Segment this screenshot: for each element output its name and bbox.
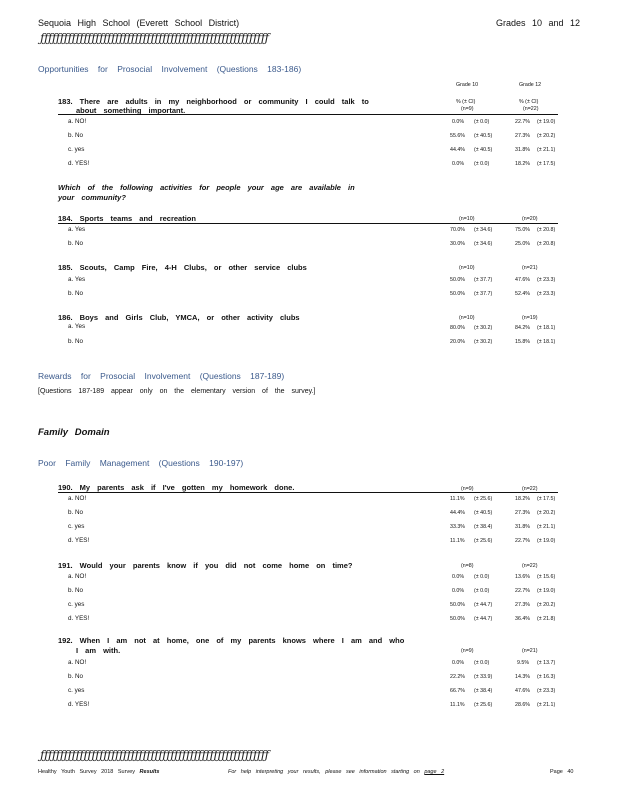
q185-b-pct-g12: 52.4% (515, 291, 531, 297)
q186-option-a: a. Yes (68, 323, 86, 330)
q191-a-ci-g10: (± 0.0) (474, 574, 490, 580)
pct-ci-header-g10: % (± CI) (456, 99, 476, 105)
q190-b-ci-g12: (± 20.2) (537, 510, 556, 516)
q190-n-g12: (n=22) (522, 486, 538, 492)
header-separator: ƒƒƒƒƒƒƒƒƒƒƒƒƒƒƒƒƒƒƒƒƒƒƒƒƒƒƒƒƒƒƒƒƒƒƒƒƒƒƒƒƒƒƒƒƒƒƒƒƒƒƒƒƒƒƒƒƒƒ (40, 31, 269, 45)
q184-b-ci-g10: (± 34.6) (474, 241, 493, 247)
q191-d-pct-g10: 50.0% (450, 616, 466, 622)
q183-d-pct-g12: 18.2% (515, 161, 531, 167)
q192-d-ci-g10: (± 25.6) (474, 702, 493, 708)
q190-d-ci-g10: (± 25.6) (474, 538, 493, 544)
q191-d-pct-g12: 36.4% (515, 616, 531, 622)
q192-a-pct-g12: 9.5% (517, 660, 530, 666)
question-190-text: 190. My parents ask if I've gotten my homework done. (58, 483, 295, 492)
q183-a-ci-g10: (± 0.0) (474, 119, 490, 125)
q184-n-g10: (n=10) (459, 216, 475, 222)
q190-c-ci-g10: (± 38.4) (474, 524, 493, 530)
section-rewards-title: Rewards for Prosocial Involvement (Questions 187-189) (38, 371, 285, 381)
q183-rule (58, 114, 558, 115)
q183-option-a: a. NO! (68, 118, 87, 125)
q190-a-ci-g10: (± 25.6) (474, 496, 493, 502)
q184-b-pct-g12: 25.0% (515, 241, 531, 247)
q192-d-ci-g12: (± 21.1) (537, 702, 556, 708)
q183-option-b: b. No (68, 132, 84, 139)
q184-option-a: a. Yes (68, 226, 86, 233)
q191-b-ci-g12: (± 19.0) (537, 588, 556, 594)
q186-a-ci-g12: (± 18.1) (537, 325, 556, 331)
q183-c-pct-g10: 44.4% (450, 147, 466, 153)
q185-n-g12: (n=21) (522, 265, 538, 271)
q191-option-d: d. YES! (68, 615, 90, 622)
q184-a-pct-g10: 70.0% (450, 227, 466, 233)
q190-c-ci-g12: (± 21.1) (537, 524, 556, 530)
q192-b-pct-g12: 14.3% (515, 674, 531, 680)
q192-n-g12: (n=21) (522, 648, 538, 654)
q183-n-g12: (n=22) (523, 106, 539, 112)
grade10-header: Grade 10 (456, 82, 479, 88)
question-186-text: 186. Boys and Girls Club, YMCA, or other activity clubs (58, 313, 300, 322)
q192-c-ci-g10: (± 38.4) (474, 688, 493, 694)
q190-a-pct-g10: 11.1% (450, 496, 465, 502)
q190-c-pct-g10: 33.3% (450, 524, 466, 530)
question-184-text: 184. Sports teams and recreation (58, 214, 196, 223)
q190-option-b: b. No (68, 509, 84, 516)
q191-option-b: b. No (68, 587, 84, 594)
school-name: Sequoia High School (Everett School District) (38, 18, 240, 28)
q183-b-ci-g12: (± 20.2) (537, 133, 556, 139)
q190-c-pct-g12: 31.8% (515, 524, 531, 530)
q190-a-ci-g12: (± 17.5) (537, 496, 556, 502)
q191-c-pct-g10: 50.0% (450, 602, 466, 608)
q186-b-pct-g10: 20.0% (450, 339, 466, 345)
q190-d-pct-g12: 22.7% (515, 538, 531, 544)
q186-n-g12: (n=19) (522, 315, 538, 321)
q184-option-b: b. No (68, 240, 84, 247)
footer-survey-name (38, 769, 159, 775)
q190-b-ci-g10: (± 40.5) (474, 510, 493, 516)
footer-survey-label: Healthy Youth Survey 2018 Survey (38, 769, 136, 775)
pct-ci-header-g12: % (± CI) (519, 99, 539, 105)
q192-option-a: a. NO! (68, 659, 87, 666)
q190-b-pct-g10: 44.4% (450, 510, 466, 516)
q185-a-ci-g12: (± 23.3) (537, 277, 556, 283)
q191-b-ci-g10: (± 0.0) (474, 588, 490, 594)
q191-b-pct-g12: 22.7% (515, 588, 531, 594)
family-domain-heading: Family Domain (38, 427, 110, 438)
q184-n-g12: (n=20) (522, 216, 538, 222)
q190-option-c: c. yes (68, 523, 85, 530)
q192-d-pct-g10: 11.1% (450, 702, 465, 708)
footer-page-link[interactable]: page 2 (424, 769, 445, 775)
question-183-text-cont: about something important. (76, 106, 186, 115)
q183-a-pct-g12: 22.7% (515, 119, 531, 125)
q192-option-c: c. yes (68, 687, 85, 694)
q190-b-pct-g12: 27.3% (515, 510, 531, 516)
question-185-text: 185. Scouts, Camp Fire, 4-H Clubs, or other service clubs (58, 263, 307, 272)
q185-b-ci-g12: (± 23.3) (537, 291, 556, 297)
grade12-header: Grade 12 (519, 82, 542, 88)
section-poor-family-title: Poor Family Management (Questions 190-197) (38, 458, 244, 468)
activities-question: Which of the following activities for people your age are available in (58, 183, 355, 192)
q191-option-c: c. yes (68, 601, 85, 608)
q185-a-pct-g12: 47.6% (515, 277, 531, 283)
q190-d-pct-g10: 11.1% (450, 538, 465, 544)
q183-c-ci-g12: (± 21.1) (537, 147, 556, 153)
footer-help-prefix: For help interpreting your results, please see information starting on (228, 769, 420, 775)
q191-n-g12: (n=22) (522, 563, 538, 569)
q192-a-ci-g10: (± 0.0) (474, 660, 490, 666)
q190-d-ci-g12: (± 19.0) (537, 538, 556, 544)
q183-a-pct-g10: 0.0% (452, 119, 465, 125)
q190-rule (58, 492, 558, 493)
q184-rule (58, 223, 558, 224)
q186-option-b: b. No (68, 338, 84, 345)
q190-option-a: a. NO! (68, 495, 87, 502)
q185-b-pct-g10: 50.0% (450, 291, 466, 297)
q183-d-ci-g10: (± 0.0) (474, 161, 490, 167)
q191-option-a: a. NO! (68, 573, 87, 580)
q186-n-g10: (n=10) (459, 315, 475, 321)
activities-question-cont: your community? (58, 193, 126, 202)
q191-c-ci-g12: (± 20.2) (537, 602, 556, 608)
q186-a-pct-g10: 80.0% (450, 325, 466, 331)
q191-a-ci-g12: (± 15.6) (537, 574, 556, 580)
section-opportunities-title: Opportunities for Prosocial Involvement (Questions 183-186) (38, 64, 302, 74)
q185-option-b: b. No (68, 290, 84, 297)
q192-b-ci-g12: (± 16.3) (537, 674, 556, 680)
q192-c-pct-g12: 47.6% (515, 688, 531, 694)
question-183-text: 183. There are adults in my neighborhood or community I could talk to (58, 97, 369, 106)
q184-b-pct-g10: 30.0% (450, 241, 466, 247)
q184-a-ci-g10: (± 34.6) (474, 227, 493, 233)
q191-n-g10: (n=8) (461, 563, 474, 569)
q183-option-c: c. yes (68, 146, 85, 153)
question-191-text: 191. Would your parents know if you did not come home on time? (58, 561, 353, 570)
q191-a-pct-g10: 0.0% (452, 574, 465, 580)
q184-a-pct-g12: 75.0% (515, 227, 531, 233)
q192-a-ci-g12: (± 13.7) (537, 660, 556, 666)
question-192-text: 192. When I am not at home, one of my parents knows where I am and who (58, 636, 405, 645)
q191-b-pct-g10: 0.0% (452, 588, 465, 594)
q186-b-ci-g12: (± 18.1) (537, 339, 556, 345)
q186-a-pct-g12: 84.2% (515, 325, 531, 331)
q183-c-pct-g12: 31.8% (515, 147, 531, 153)
q192-c-pct-g10: 66.7% (450, 688, 466, 694)
q185-a-ci-g10: (± 37.7) (474, 277, 493, 283)
q192-b-ci-g10: (± 33.9) (474, 674, 493, 680)
footer-separator: ƒƒƒƒƒƒƒƒƒƒƒƒƒƒƒƒƒƒƒƒƒƒƒƒƒƒƒƒƒƒƒƒƒƒƒƒƒƒƒƒƒƒƒƒƒƒƒƒƒƒƒƒƒƒƒƒƒƒ (40, 748, 269, 762)
q183-a-ci-g12: (± 19.0) (537, 119, 556, 125)
q192-n-g10: (n=9) (461, 648, 474, 654)
grades-label: Grades 10 and 12 (496, 18, 581, 28)
q186-b-pct-g12: 15.8% (515, 339, 531, 345)
q184-a-ci-g12: (± 20.8) (537, 227, 556, 233)
footer-page-number: Page 40 (550, 769, 574, 775)
q186-b-ci-g10: (± 30.2) (474, 339, 493, 345)
q192-b-pct-g10: 22.2% (450, 674, 466, 680)
q190-n-g10: (n=9) (461, 486, 474, 492)
footer-help-text (228, 769, 444, 775)
q192-a-pct-g10: 0.0% (452, 660, 465, 666)
q183-option-d: d. YES! (68, 160, 90, 167)
q183-b-pct-g12: 27.3% (515, 133, 531, 139)
q192-c-ci-g12: (± 23.3) (537, 688, 556, 694)
q185-b-ci-g10: (± 37.7) (474, 291, 493, 297)
footer-results-label: Results (139, 769, 160, 775)
q191-d-ci-g10: (± 44.7) (474, 616, 493, 622)
q190-a-pct-g12: 18.2% (515, 496, 531, 502)
q185-option-a: a. Yes (68, 276, 86, 283)
rewards-note: [Questions 187-189 appear only on the elementary version of the survey.] (38, 388, 316, 395)
q183-c-ci-g10: (± 40.5) (474, 147, 493, 153)
q191-c-ci-g10: (± 44.7) (474, 602, 493, 608)
q185-a-pct-g10: 50.0% (450, 277, 466, 283)
q192-d-pct-g12: 28.6% (515, 702, 531, 708)
q192-option-b: b. No (68, 673, 84, 680)
q192-option-d: d. YES! (68, 701, 90, 708)
q184-b-ci-g12: (± 20.8) (537, 241, 556, 247)
q183-b-ci-g10: (± 40.5) (474, 133, 493, 139)
q191-d-ci-g12: (± 21.8) (537, 616, 556, 622)
q185-n-g10: (n=10) (459, 265, 475, 271)
q183-d-pct-g10: 0.0% (452, 161, 465, 167)
q191-c-pct-g12: 27.3% (515, 602, 531, 608)
q190-option-d: d. YES! (68, 537, 90, 544)
q183-n-g10: (n=9) (461, 106, 474, 112)
question-192-text-cont: I am with. (76, 646, 121, 655)
q183-b-pct-g10: 55.6% (450, 133, 466, 139)
q191-a-pct-g12: 13.6% (515, 574, 531, 580)
q186-a-ci-g10: (± 30.2) (474, 325, 493, 331)
q183-d-ci-g12: (± 17.5) (537, 161, 556, 167)
